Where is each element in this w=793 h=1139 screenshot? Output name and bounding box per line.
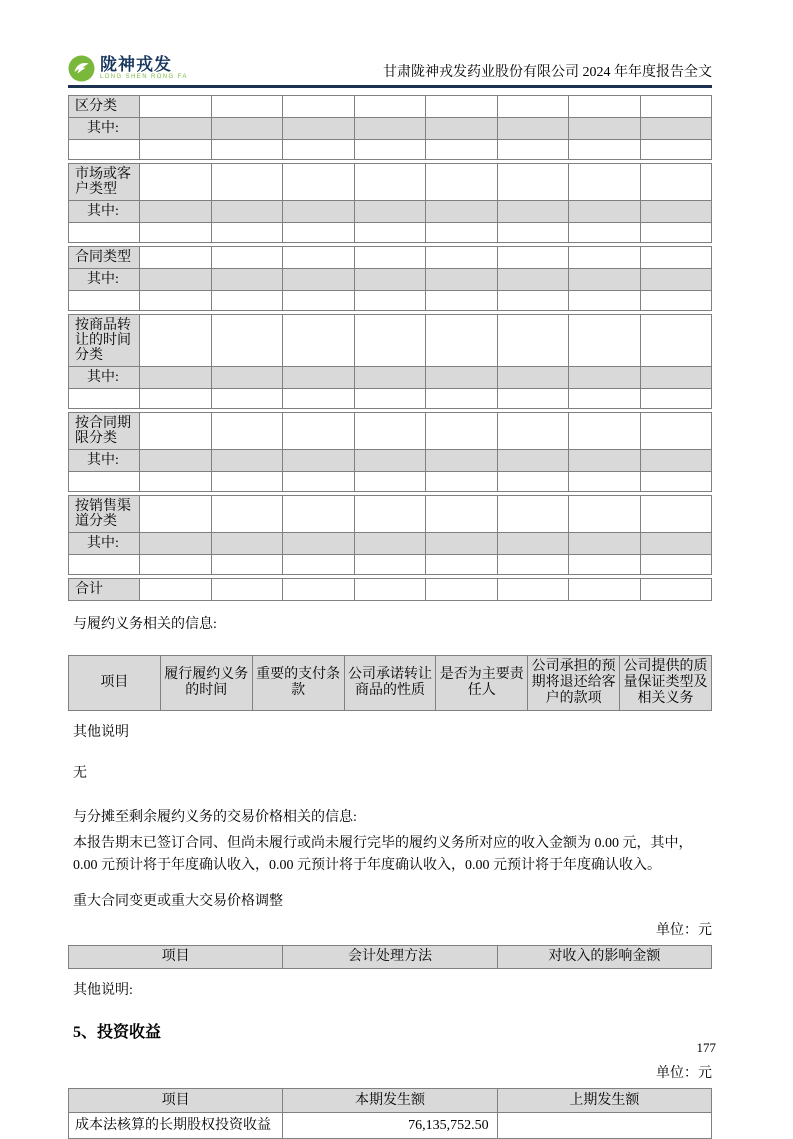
empty-cell bbox=[426, 201, 497, 223]
empty-cell bbox=[569, 201, 640, 223]
empty-cell bbox=[497, 269, 568, 291]
empty-cell bbox=[283, 140, 354, 160]
other-note-label-2: 其他说明: bbox=[73, 983, 133, 998]
empty-cell bbox=[283, 413, 354, 450]
empty-cell bbox=[283, 291, 354, 311]
empty-cell bbox=[283, 389, 354, 409]
empty-cell bbox=[569, 389, 640, 409]
classification-group-contract-type bbox=[68, 246, 712, 311]
empty-cell bbox=[640, 472, 712, 492]
empty-cell bbox=[569, 472, 640, 492]
empty-cell bbox=[140, 118, 211, 140]
section-row bbox=[69, 164, 712, 201]
empty-cell bbox=[569, 367, 640, 389]
empty-cell bbox=[497, 96, 568, 118]
classification-group-region bbox=[68, 95, 712, 160]
empty-cell bbox=[69, 472, 140, 492]
blank-row bbox=[69, 389, 712, 409]
empty-cell bbox=[426, 269, 497, 291]
empty-cell bbox=[354, 450, 425, 472]
column-header: 项目 bbox=[69, 656, 161, 711]
empty-cell bbox=[140, 533, 211, 555]
row-label: 合同类型 bbox=[69, 247, 140, 269]
empty-cell bbox=[569, 96, 640, 118]
empty-cell bbox=[569, 247, 640, 269]
empty-cell bbox=[426, 140, 497, 160]
empty-cell bbox=[497, 533, 568, 555]
empty-cell bbox=[497, 247, 568, 269]
empty-cell bbox=[283, 223, 354, 243]
blank-row bbox=[69, 291, 712, 311]
empty-cell bbox=[426, 579, 497, 601]
empty-cell bbox=[640, 496, 712, 533]
empty-cell bbox=[140, 140, 211, 160]
empty-cell bbox=[640, 533, 712, 555]
total-label: 合计 bbox=[69, 579, 140, 601]
empty-cell bbox=[354, 472, 425, 492]
empty-cell bbox=[211, 269, 282, 291]
row-label: 按销售渠道分类 bbox=[69, 496, 140, 533]
empty-cell bbox=[640, 201, 712, 223]
empty-cell bbox=[211, 96, 282, 118]
empty-cell bbox=[426, 496, 497, 533]
empty-cell bbox=[354, 291, 425, 311]
empty-cell bbox=[426, 96, 497, 118]
empty-cell bbox=[211, 164, 282, 201]
empty-cell bbox=[640, 269, 712, 291]
empty-cell bbox=[569, 291, 640, 311]
among-row bbox=[69, 269, 712, 291]
column-header: 重要的支付条款 bbox=[252, 656, 344, 711]
empty-cell bbox=[211, 367, 282, 389]
unit-label-2: 单位：元 bbox=[656, 1066, 712, 1081]
section-row bbox=[69, 496, 712, 533]
empty-cell bbox=[283, 269, 354, 291]
empty-cell bbox=[211, 579, 282, 601]
section-row bbox=[69, 315, 712, 367]
empty-cell bbox=[140, 413, 211, 450]
among-row bbox=[69, 201, 712, 223]
empty-cell bbox=[211, 223, 282, 243]
blank-row bbox=[69, 223, 712, 243]
column-header: 会计处理方法 bbox=[283, 946, 497, 969]
empty-cell bbox=[211, 555, 282, 575]
empty-cell bbox=[211, 450, 282, 472]
brand-subtitle: LONG SHEN RONG FA bbox=[100, 74, 188, 80]
remaining-obligation-body: 本报告期末已签订合同、但尚未履行或尚未履行完毕的履约义务所对应的收入金额为 0.00 元，其中，0.00 元预计将于年度确认收入，0.00 元预计将于年度确认收入，0.00 元预计将于年度确认收入。 bbox=[73, 836, 693, 873]
empty-cell bbox=[283, 579, 354, 601]
contract-change-title: 重大合同变更或重大交易价格调整 bbox=[73, 894, 283, 909]
empty-cell bbox=[426, 291, 497, 311]
empty-cell bbox=[569, 496, 640, 533]
empty-cell bbox=[569, 450, 640, 472]
among-label: 其中: bbox=[69, 367, 140, 389]
empty-cell bbox=[69, 291, 140, 311]
empty-cell bbox=[640, 389, 712, 409]
empty-cell bbox=[497, 555, 568, 575]
empty-cell bbox=[426, 533, 497, 555]
empty-cell bbox=[69, 140, 140, 160]
classification-group-market-or-customer-type bbox=[68, 163, 712, 243]
empty-cell bbox=[69, 223, 140, 243]
among-row bbox=[69, 533, 712, 555]
other-note-value: 无 bbox=[73, 766, 87, 781]
empty-cell bbox=[354, 413, 425, 450]
empty-cell bbox=[497, 579, 568, 601]
empty-cell bbox=[426, 450, 497, 472]
empty-cell bbox=[640, 291, 712, 311]
empty-cell bbox=[497, 450, 568, 472]
brand-name: 陇神戎发 bbox=[100, 55, 172, 74]
empty-cell bbox=[569, 533, 640, 555]
among-label: 其中: bbox=[69, 450, 140, 472]
section-row bbox=[69, 96, 712, 118]
empty-cell bbox=[569, 118, 640, 140]
empty-cell bbox=[140, 389, 211, 409]
empty-cell bbox=[569, 555, 640, 575]
empty-cell bbox=[426, 555, 497, 575]
empty-cell bbox=[497, 496, 568, 533]
empty-cell bbox=[569, 140, 640, 160]
empty-cell bbox=[497, 140, 568, 160]
row-label: 市场或客户类型 bbox=[69, 164, 140, 201]
column-header: 本期发生额 bbox=[283, 1089, 497, 1113]
empty-cell bbox=[283, 118, 354, 140]
blank-row bbox=[69, 555, 712, 575]
empty-cell bbox=[140, 223, 211, 243]
empty-cell bbox=[69, 389, 140, 409]
empty-cell bbox=[354, 201, 425, 223]
empty-cell bbox=[211, 315, 282, 367]
empty-cell bbox=[140, 367, 211, 389]
empty-cell bbox=[211, 247, 282, 269]
among-row bbox=[69, 118, 712, 140]
empty-cell bbox=[283, 96, 354, 118]
row-label: 区分类 bbox=[69, 96, 140, 118]
empty-cell bbox=[569, 315, 640, 367]
logo-text bbox=[100, 56, 188, 81]
investment-income-table bbox=[68, 1088, 712, 1139]
column-header: 履行履约义务的时间 bbox=[160, 656, 252, 711]
empty-cell bbox=[354, 533, 425, 555]
column-header: 公司承担的预期将退还给客户的款项 bbox=[528, 656, 620, 711]
empty-cell bbox=[354, 118, 425, 140]
blank-row bbox=[69, 472, 712, 492]
empty-cell bbox=[354, 96, 425, 118]
blank-row bbox=[69, 140, 712, 160]
empty-cell bbox=[211, 140, 282, 160]
empty-cell bbox=[497, 389, 568, 409]
among-row bbox=[69, 450, 712, 472]
empty-cell bbox=[426, 315, 497, 367]
among-label: 其中: bbox=[69, 118, 140, 140]
empty-cell bbox=[211, 201, 282, 223]
empty-cell bbox=[640, 247, 712, 269]
revenue-classification-table bbox=[68, 95, 712, 601]
empty-cell bbox=[211, 472, 282, 492]
empty-cell bbox=[569, 223, 640, 243]
current-amount-cell: 76,135,752.50 bbox=[283, 1113, 497, 1139]
empty-cell bbox=[354, 367, 425, 389]
empty-cell bbox=[354, 164, 425, 201]
empty-cell bbox=[140, 472, 211, 492]
investment-header-row bbox=[69, 1089, 712, 1113]
empty-cell bbox=[354, 315, 425, 367]
empty-cell bbox=[640, 315, 712, 367]
empty-cell bbox=[354, 389, 425, 409]
row-label: 按合同期限分类 bbox=[69, 413, 140, 450]
unit-label: 单位：元 bbox=[656, 923, 712, 938]
empty-cell bbox=[211, 291, 282, 311]
other-note-label: 其他说明 bbox=[73, 725, 129, 740]
empty-cell bbox=[426, 118, 497, 140]
classification-group-goods-transfer-timing bbox=[68, 314, 712, 409]
obligation-header-row bbox=[69, 656, 712, 711]
empty-cell bbox=[140, 247, 211, 269]
empty-cell bbox=[140, 450, 211, 472]
company-logo bbox=[68, 55, 188, 82]
document-title: 甘肃陇神戎发药业股份有限公司 2024 年年度报告全文 bbox=[383, 65, 712, 80]
empty-cell bbox=[640, 96, 712, 118]
empty-cell bbox=[140, 201, 211, 223]
empty-cell bbox=[497, 118, 568, 140]
empty-cell bbox=[69, 555, 140, 575]
empty-cell bbox=[497, 291, 568, 311]
empty-cell bbox=[569, 579, 640, 601]
column-header: 项目 bbox=[69, 1089, 283, 1113]
among-label: 其中: bbox=[69, 533, 140, 555]
empty-cell bbox=[426, 367, 497, 389]
empty-cell bbox=[497, 315, 568, 367]
empty-cell bbox=[283, 315, 354, 367]
empty-cell bbox=[140, 96, 211, 118]
classification-group-contract-term bbox=[68, 412, 712, 492]
logo-icon bbox=[68, 55, 95, 82]
empty-cell bbox=[140, 315, 211, 367]
empty-cell bbox=[211, 496, 282, 533]
column-header: 对收入的影响金额 bbox=[497, 946, 711, 969]
total-row bbox=[69, 579, 712, 601]
column-header: 公司承诺转让商品的性质 bbox=[344, 656, 436, 711]
remaining-obligation-intro: 与分摊至剩余履约义务的交易价格相关的信息: bbox=[73, 810, 357, 825]
empty-cell bbox=[140, 555, 211, 575]
empty-cell bbox=[283, 533, 354, 555]
empty-cell bbox=[640, 164, 712, 201]
empty-cell bbox=[497, 472, 568, 492]
empty-cell bbox=[569, 413, 640, 450]
empty-cell bbox=[140, 496, 211, 533]
row-label: 按商品转让的时间分类 bbox=[69, 315, 140, 367]
empty-cell bbox=[640, 367, 712, 389]
empty-cell bbox=[426, 164, 497, 201]
empty-cell bbox=[640, 223, 712, 243]
investment-data-row bbox=[69, 1113, 712, 1139]
empty-cell bbox=[640, 579, 712, 601]
section-row bbox=[69, 247, 712, 269]
empty-cell bbox=[283, 201, 354, 223]
empty-cell bbox=[354, 555, 425, 575]
empty-cell bbox=[497, 223, 568, 243]
empty-cell bbox=[354, 579, 425, 601]
prior-amount-cell bbox=[497, 1113, 711, 1139]
empty-cell bbox=[211, 533, 282, 555]
column-header: 项目 bbox=[69, 946, 283, 969]
empty-cell bbox=[569, 269, 640, 291]
empty-cell bbox=[354, 140, 425, 160]
empty-cell bbox=[354, 247, 425, 269]
classification-group-sales-channel bbox=[68, 495, 712, 575]
empty-cell bbox=[283, 472, 354, 492]
empty-cell bbox=[497, 164, 568, 201]
section-heading-investment-income: 5、投资收益 bbox=[73, 1024, 162, 1041]
empty-cell bbox=[283, 496, 354, 533]
among-label: 其中: bbox=[69, 201, 140, 223]
empty-cell bbox=[140, 164, 211, 201]
item-cell: 成本法核算的长期股权投资收益 bbox=[69, 1113, 283, 1139]
section-row bbox=[69, 413, 712, 450]
empty-cell bbox=[140, 579, 211, 601]
empty-cell bbox=[140, 269, 211, 291]
empty-cell bbox=[640, 413, 712, 450]
empty-cell bbox=[497, 367, 568, 389]
empty-cell bbox=[426, 472, 497, 492]
column-header: 公司提供的质量保证类型及相关义务 bbox=[620, 656, 712, 711]
empty-cell bbox=[211, 413, 282, 450]
empty-cell bbox=[426, 247, 497, 269]
empty-cell bbox=[283, 450, 354, 472]
empty-cell bbox=[640, 140, 712, 160]
empty-cell bbox=[426, 223, 497, 243]
obligation-info-table bbox=[68, 655, 712, 711]
empty-cell bbox=[354, 223, 425, 243]
empty-cell bbox=[283, 247, 354, 269]
header-rule bbox=[68, 85, 712, 88]
empty-cell bbox=[497, 413, 568, 450]
contract-change-table bbox=[68, 945, 712, 969]
empty-cell bbox=[426, 389, 497, 409]
empty-cell bbox=[640, 118, 712, 140]
empty-cell bbox=[497, 201, 568, 223]
column-header: 上期发生额 bbox=[497, 1089, 711, 1113]
empty-cell bbox=[283, 555, 354, 575]
page-number: 177 bbox=[696, 1040, 716, 1055]
empty-cell bbox=[283, 164, 354, 201]
empty-cell bbox=[569, 164, 640, 201]
empty-cell bbox=[640, 555, 712, 575]
empty-cell bbox=[354, 496, 425, 533]
empty-cell bbox=[354, 269, 425, 291]
obligation-info-intro: 与履约义务相关的信息: bbox=[73, 617, 217, 632]
column-header: 是否为主要责任人 bbox=[436, 656, 528, 711]
classification-total-row bbox=[68, 578, 712, 601]
empty-cell bbox=[283, 367, 354, 389]
empty-cell bbox=[211, 118, 282, 140]
contract-change-header-row bbox=[69, 946, 712, 969]
page-header bbox=[68, 50, 712, 82]
among-label: 其中: bbox=[69, 269, 140, 291]
among-row bbox=[69, 367, 712, 389]
empty-cell bbox=[640, 450, 712, 472]
empty-cell bbox=[211, 389, 282, 409]
empty-cell bbox=[140, 291, 211, 311]
empty-cell bbox=[426, 413, 497, 450]
